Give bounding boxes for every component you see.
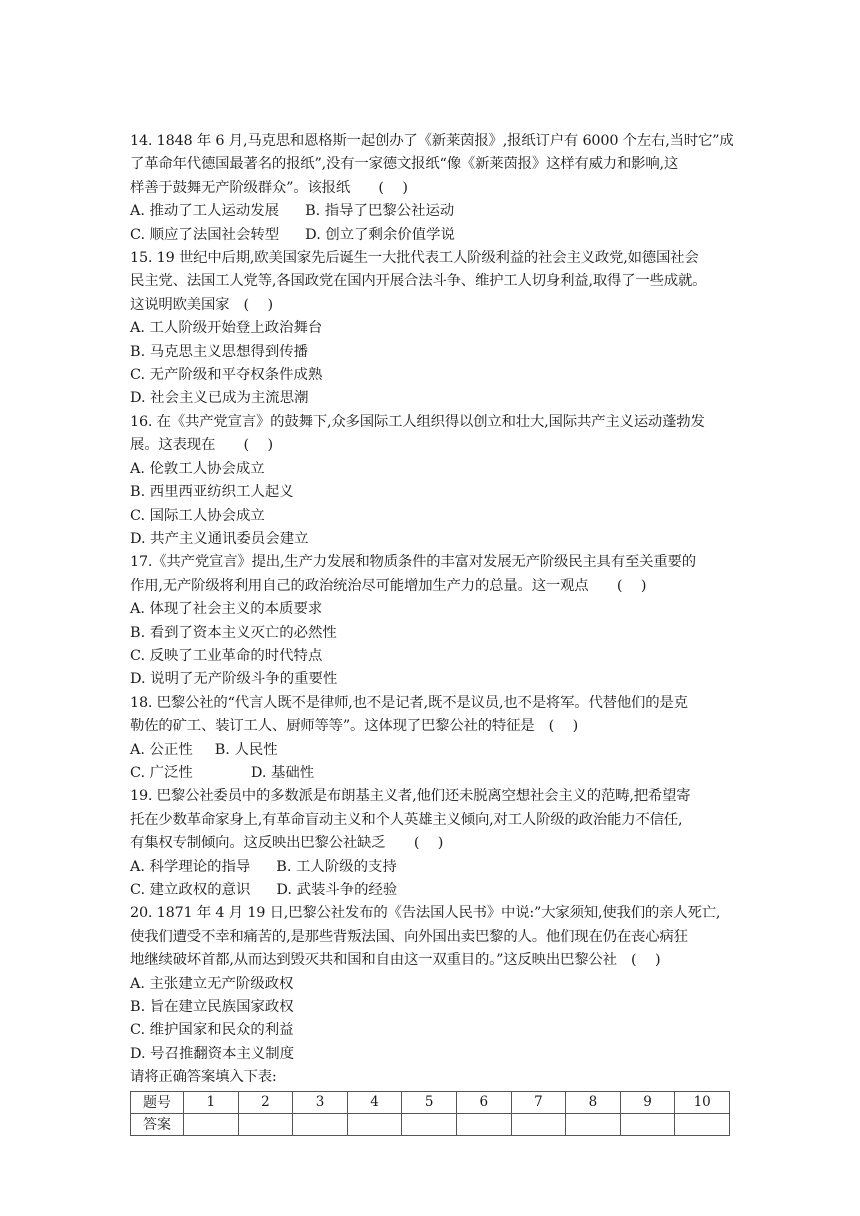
answer-input-cell[interactable]	[566, 1113, 621, 1135]
answer-option[interactable]: C. 建立政权的意识	[130, 882, 251, 898]
answer-input-cell[interactable]	[347, 1113, 402, 1135]
answer-option[interactable]: D. 号召推翻资本主义制度	[130, 1045, 295, 1062]
answer-number-cell: 5	[402, 1091, 457, 1113]
answer-input-cell[interactable]	[675, 1113, 730, 1135]
option-row	[130, 481, 732, 504]
answer-table	[130, 1091, 730, 1136]
option-row	[130, 200, 732, 223]
option-row	[130, 856, 732, 879]
answer-input-cell[interactable]	[456, 1113, 511, 1135]
option-row	[130, 668, 732, 691]
answer-option[interactable]: B. 看到了资本主义灭亡的必然性	[130, 624, 337, 641]
option-row	[130, 598, 732, 621]
option-row	[130, 879, 732, 902]
question-stem-line: 15. 19 世纪中后期,欧美国家先后诞生一大批代表工人阶级利益的社会主义政党,如德国社会	[130, 250, 699, 267]
answer-option[interactable]: A. 伦敦工人协会成立	[130, 460, 265, 477]
option-row	[130, 996, 732, 1019]
question-stem-line: 样善于鼓舞无产阶级群众”。该报纸 ( )	[130, 179, 408, 196]
answer-option[interactable]: D. 武装斗争的经验	[276, 882, 398, 898]
answer-input-cell[interactable]	[402, 1113, 457, 1135]
answer-option[interactable]: B. 人民性	[214, 741, 278, 758]
option-row	[130, 224, 732, 247]
option-row	[130, 739, 732, 762]
question-block	[130, 551, 732, 691]
question-stem-line: 18. 巴黎公社的“代言人既不是律师,也不是记者,既不是议员,也不是将军。代替他们的是克	[130, 694, 688, 711]
answer-input-cell[interactable]	[293, 1113, 348, 1135]
option-row	[130, 317, 732, 340]
question-stem-line: 17.《共产党宣言》提出,生产力发展和物质条件的丰富对发展无产阶级民主具有至关重要的	[130, 554, 696, 571]
answer-option[interactable]: A. 体现了社会主义的本质要求	[130, 601, 323, 618]
answer-number-cell: 1	[184, 1091, 239, 1113]
question-stem-line: 16. 在《共产党宣言》的鼓舞下,众多国际工人组织得以创立和壮大,国际共产主义运动蓬勃发	[130, 413, 705, 430]
answer-number-cell: 8	[566, 1091, 621, 1113]
question-stem-line: 勒佐的矿工、装订工人、厨师等等”。这体现了巴黎公社的特征是 ( )	[130, 718, 579, 735]
option-row	[130, 387, 732, 410]
answer-option[interactable]: A. 公正性	[130, 741, 193, 758]
option-row	[130, 973, 732, 996]
answer-option[interactable]: A. 推动了工人运动发展	[130, 203, 280, 220]
question-stem-line: 20. 1871 年 4 月 19 日,巴黎公社发布的《告法国人民书》中说:”大家须知,使我们的亲人死亡,	[130, 905, 721, 922]
question-stem-line: 这说明欧美国家 ( )	[130, 296, 273, 313]
question-stem-line: 地继续破坏首都,从而达到毁灭共和国和自由这一双重目的。”这反映出巴黎公社 ( )	[130, 952, 661, 969]
option-row	[130, 505, 732, 528]
question-stem-line: 使我们遭受不幸和痛苦的,是那些背叛法国、向外国出卖巴黎的人。他们现在仍在丧心病狂	[130, 928, 688, 945]
option-row	[130, 341, 732, 364]
option-row	[130, 645, 732, 668]
option-row	[130, 458, 732, 481]
answer-number-cell: 7	[511, 1091, 566, 1113]
answer-option[interactable]: D. 创立了剩余价值学说	[305, 226, 455, 243]
question-stem-line: 14. 1848 年 6 月,马克思和恩格斯一起创办了《新莱茵报》,报纸订户有 6000 个左右,当时它”成	[130, 133, 734, 149]
answer-number-cell: 2	[238, 1091, 293, 1113]
answer-option[interactable]: D. 社会主义已成为主流思潮	[130, 390, 309, 407]
option-row	[130, 1019, 732, 1042]
question-block	[130, 692, 732, 786]
question-block	[130, 902, 732, 1066]
option-row	[130, 762, 732, 785]
question-stem-line: 有集权专制倾向。这反映出巴黎公社缺乏 ( )	[130, 835, 444, 852]
answer-instruction: 请将正确答案填入下表:	[130, 1069, 277, 1086]
answer-option[interactable]: B. 旨在建立民族国家政权	[130, 999, 294, 1016]
question-block	[130, 785, 732, 902]
answer-option[interactable]: C. 无产阶级和平夺权条件成熟	[130, 367, 323, 384]
answer-input-cell[interactable]	[238, 1113, 293, 1135]
option-row	[130, 528, 732, 551]
option-row	[130, 622, 732, 645]
question-block	[130, 411, 732, 551]
answer-option[interactable]: B. 西里西亚纺织工人起义	[130, 484, 294, 501]
answer-input-cell[interactable]	[620, 1113, 675, 1135]
answer-option[interactable]: D. 共产主义通讯委员会建立	[130, 530, 309, 547]
answer-option[interactable]: C. 维护国家和民众的利益	[130, 1022, 294, 1039]
question-stem-line: 19. 巴黎公社委员中的多数派是布朗基主义者,他们还未脱离空想社会主义的范畴,把希望寄	[130, 788, 691, 805]
answer-option[interactable]: C. 国际工人协会成立	[130, 507, 265, 524]
answer-option[interactable]: B. 工人阶级的支持	[276, 858, 397, 875]
answer-number-cell: 10	[675, 1091, 730, 1113]
question-list	[130, 130, 732, 1066]
answer-option[interactable]: C. 顺应了法国社会转型	[130, 226, 280, 243]
option-row	[130, 1043, 732, 1066]
answer-number-cell: 4	[347, 1091, 402, 1113]
answer-table-number-label: 题号	[131, 1091, 184, 1113]
answer-number-cell: 3	[293, 1091, 348, 1113]
answer-option[interactable]: C. 广泛性	[130, 764, 193, 781]
answer-number-cell: 6	[456, 1091, 511, 1113]
question-block	[130, 247, 732, 411]
answer-input-cell[interactable]	[184, 1113, 239, 1135]
answer-number-cell: 9	[620, 1091, 675, 1113]
question-stem-line: 了革命年代德国最著名的报纸”,没有一家德文报纸“像《新莱茵报》这样有威力和影响,这	[130, 156, 679, 173]
answer-option[interactable]: D. 说明了无产阶级斗争的重要性	[130, 671, 338, 688]
answer-option[interactable]: B. 马克思主义思想得到传播	[130, 343, 309, 360]
answer-option[interactable]: A. 工人阶级开始登上政治舞台	[130, 320, 323, 337]
answer-table-answer-row	[131, 1113, 730, 1135]
question-stem-line: 展。这表现在 ( )	[130, 437, 273, 454]
answer-table-answer-label: 答案	[131, 1113, 184, 1135]
option-row	[130, 364, 732, 387]
answer-input-cell[interactable]	[511, 1113, 566, 1135]
answer-option[interactable]: B. 指导了巴黎公社运动	[305, 203, 455, 220]
question-stem-line: 托在少数革命家身上,有革命盲动主义和个人英雄主义倾向,对工人阶级的政治能力不信任,	[130, 811, 683, 828]
answer-option[interactable]: C. 反映了工业革命的时代特点	[130, 647, 323, 664]
answer-option[interactable]: D. 基础性	[250, 764, 315, 781]
question-block	[130, 130, 732, 247]
answer-option[interactable]: A. 科学理论的指导	[130, 858, 251, 875]
document-page	[130, 130, 732, 1136]
answer-table-number-row	[131, 1091, 730, 1113]
question-stem-line: 作用,无产阶级将利用自己的政治统治尽可能增加生产力的总量。这一观点 ( )	[130, 577, 647, 594]
answer-option[interactable]: A. 主张建立无产阶级政权	[130, 975, 294, 992]
question-stem-line: 民主党、法国工人党等,各国政党在国内开展合法斗争、维护工人切身利益,取得了一些成就。	[130, 273, 707, 290]
